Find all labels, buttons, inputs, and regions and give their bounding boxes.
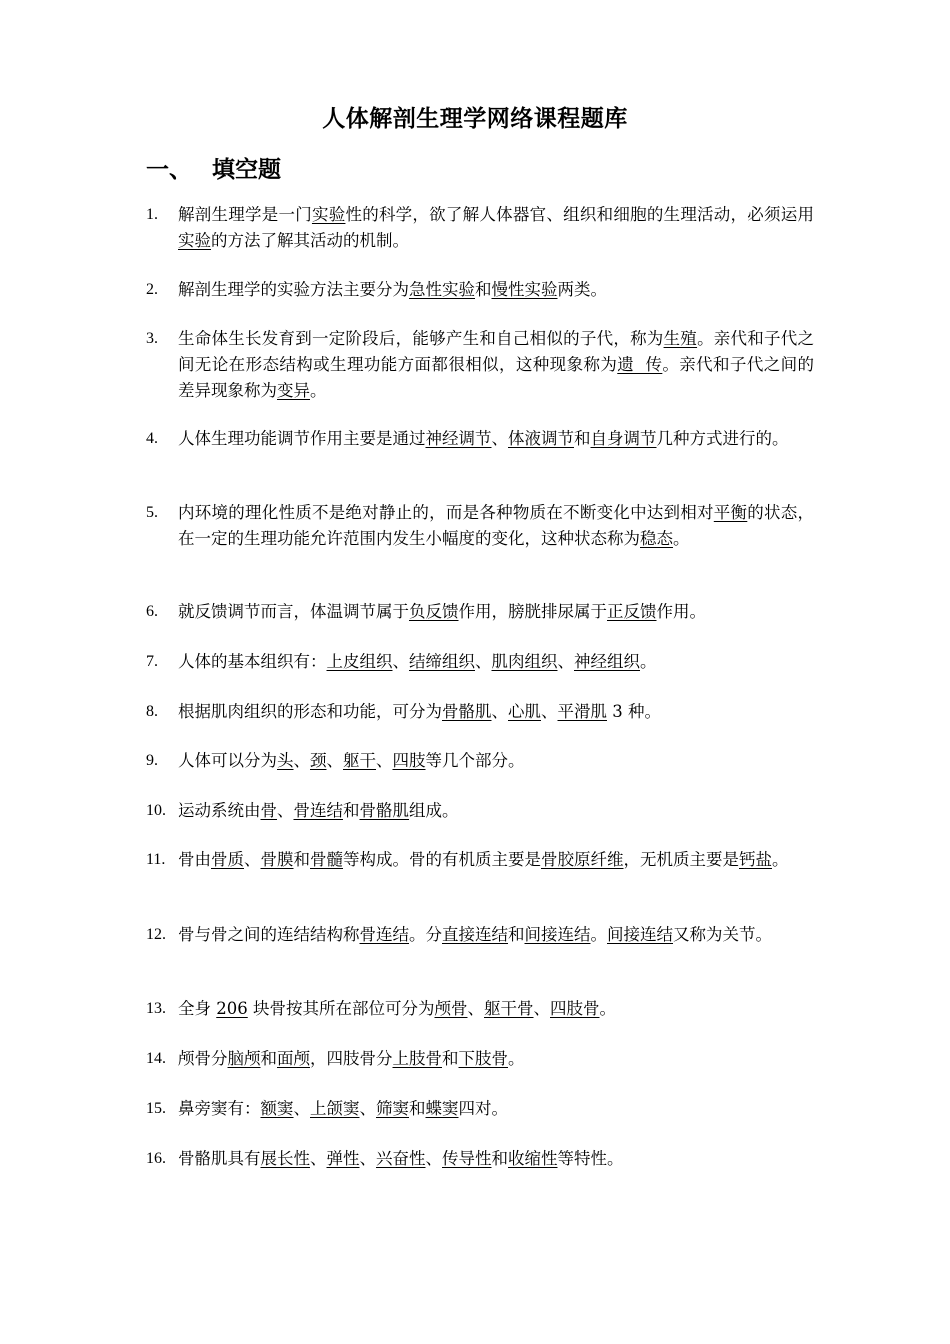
question-fragment: 、 — [392, 652, 409, 671]
question-fragment: 和 — [293, 850, 310, 869]
question-number: 4. — [146, 430, 158, 447]
question-number: 14. — [146, 1050, 166, 1067]
question-item — [146, 748, 814, 774]
question-fragment: 鼻旁窦有： — [178, 1099, 261, 1118]
answer-blank: 收缩性 — [508, 1149, 558, 1168]
answer-blank: 神经组织 — [574, 652, 640, 671]
answer-blank: 间接连结 — [607, 925, 673, 944]
question-fragment: 几种方式进行的。 — [656, 429, 789, 448]
question-fragment: 组成。 — [409, 801, 459, 820]
question-number: 16. — [146, 1150, 166, 1167]
answer-blank: 骨胶原纤维 — [541, 850, 624, 869]
question-fragment: 、 — [491, 702, 508, 721]
question-fragment: 骨骼肌具有 — [178, 1149, 261, 1168]
question-fragment: 。 — [310, 381, 327, 400]
section-label: 填空题 — [212, 156, 281, 183]
answer-blank: 心肌 — [508, 702, 541, 721]
answer-blank: 平衡 — [713, 503, 748, 522]
section-number: 一、 — [146, 156, 192, 183]
question-fragment: 和 — [574, 429, 591, 448]
question-text — [178, 326, 814, 404]
question-item — [146, 202, 814, 254]
answer-blank: 骨骼肌 — [359, 801, 409, 820]
question-fragment: 。 — [772, 850, 789, 869]
answer-blank: 躯干 — [343, 751, 376, 770]
answer-blank: 兴奋性 — [376, 1149, 426, 1168]
question-text — [178, 599, 814, 625]
question-fragment: 、 — [293, 751, 310, 770]
answer-blank: 206 — [216, 999, 248, 1018]
question-fragment: 人体的基本组织有： — [178, 652, 327, 671]
answer-blank: 面颅 — [277, 1049, 310, 1068]
question-fragment: 、 — [533, 999, 550, 1018]
question-fragment: 和 — [475, 280, 492, 299]
question-fragment: 全身 — [178, 999, 217, 1018]
answer-blank: 实验 — [311, 205, 346, 224]
answer-blank: 骨骼肌 — [442, 702, 492, 721]
question-item — [146, 1096, 814, 1122]
answer-blank: 脑颅 — [227, 1049, 261, 1068]
question-fragment: 。亲代和子代之间无论在形态结构或生理功能方面都很相似，这种现象称为 — [178, 329, 815, 374]
question-fragment: 。分 — [409, 925, 442, 944]
question-fragment: 作用，膀胱排尿属于 — [458, 602, 607, 621]
question-item — [146, 599, 814, 625]
question-text — [178, 699, 814, 725]
answer-blank: 四肢骨 — [550, 999, 600, 1018]
question-fragment: 、 — [326, 751, 343, 770]
question-fragment: 就反馈调节而言，体温调节属于 — [178, 602, 409, 621]
answer-blank: 生殖 — [663, 329, 698, 348]
question-fragment: 的方法了解其活动的机制。 — [211, 231, 409, 250]
question-item — [146, 426, 814, 452]
answer-blank: 实验 — [178, 231, 211, 250]
question-fragment: 、 — [475, 652, 492, 671]
question-item — [146, 649, 814, 675]
answer-blank: 下肢骨 — [458, 1049, 508, 1068]
question-fragment: 作用。 — [656, 602, 706, 621]
answer-blank: 慢性实验 — [491, 280, 558, 299]
question-number: 2. — [146, 281, 158, 298]
answer-blank: 额窦 — [260, 1099, 294, 1118]
question-item — [146, 500, 814, 552]
answer-blank: 骨 — [260, 801, 277, 820]
question-item — [146, 847, 814, 873]
question-fragment: 。 — [673, 529, 690, 548]
question-text — [178, 847, 814, 873]
question-fragment: 运动系统由 — [178, 801, 261, 820]
question-fragment: 和 — [491, 1149, 508, 1168]
answer-blank: 遗 传 — [617, 355, 663, 374]
question-fragment: 。 — [508, 1049, 525, 1068]
question-item — [146, 1146, 814, 1172]
question-fragment: 和 — [260, 1049, 277, 1068]
question-fragment: 、 — [425, 1149, 442, 1168]
question-text — [178, 649, 814, 675]
answer-blank: 自身调节 — [590, 429, 657, 448]
question-text — [178, 1096, 814, 1122]
answer-blank: 颅骨 — [434, 999, 468, 1018]
question-fragment: 、 — [376, 751, 393, 770]
question-fragment: 骨与骨之间的连结结构称 — [178, 925, 360, 944]
answer-blank: 四肢 — [392, 751, 426, 770]
question-fragment: 根据肌肉组织的形态和功能，可分为 — [178, 702, 442, 721]
question-fragment: 、 — [244, 850, 261, 869]
answer-blank: 上颌窦 — [310, 1099, 360, 1118]
question-fragment: 两类。 — [557, 280, 607, 299]
question-text — [178, 1046, 814, 1072]
page-title: 人体解剖生理学网络课程题库 — [322, 105, 628, 132]
question-item — [146, 798, 814, 824]
question-number: 12. — [146, 926, 166, 943]
question-fragment: 和 — [343, 801, 360, 820]
question-text — [178, 500, 814, 552]
answer-blank: 骨髓 — [310, 850, 343, 869]
answer-blank: 骨膜 — [260, 850, 294, 869]
question-fragment: 、 — [359, 1099, 376, 1118]
answer-blank: 骨质 — [211, 850, 244, 869]
question-text — [178, 202, 814, 254]
question-text — [178, 426, 814, 452]
question-fragment: 、 — [310, 1149, 327, 1168]
question-number: 9. — [146, 752, 158, 769]
answer-blank: 稳态 — [640, 529, 673, 548]
answer-blank: 弹性 — [326, 1149, 360, 1168]
answer-blank: 直接连结 — [442, 925, 508, 944]
question-fragment: 颅骨分 — [178, 1049, 228, 1068]
answer-blank: 上肢骨 — [392, 1049, 442, 1068]
question-fragment: 解剖生理学是一门 — [178, 205, 312, 224]
question-fragment: 性的科学，欲了解人体器官、组织和细胞的生理活动，必须运用 — [345, 205, 815, 224]
answer-blank: 骨连结 — [359, 925, 409, 944]
question-fragment: 、 — [491, 429, 508, 448]
question-fragment: 等几个部分。 — [425, 751, 525, 770]
question-number: 10. — [146, 802, 166, 819]
answer-blank: 钙盐 — [739, 850, 772, 869]
question-fragment: ，无机质主要是 — [623, 850, 739, 869]
answer-blank: 传导性 — [442, 1149, 492, 1168]
question-fragment: 。亲代和子代之间的差异现象称为 — [178, 355, 815, 400]
question-fragment: 和 — [442, 1049, 459, 1068]
question-fragment: 人体可以分为 — [178, 751, 277, 770]
question-fragment: ，四肢骨分 — [310, 1049, 393, 1068]
question-number: 1. — [146, 206, 158, 223]
question-item — [146, 326, 814, 404]
answer-blank: 颈 — [310, 751, 327, 770]
answer-blank: 头 — [277, 751, 294, 770]
question-fragment: 解剖生理学的实验方法主要分为 — [178, 280, 409, 299]
question-item — [146, 1046, 814, 1072]
question-number: 11. — [146, 851, 166, 868]
answer-blank: 结缔组织 — [409, 652, 475, 671]
question-text — [178, 277, 814, 303]
question-fragment: 、 — [359, 1149, 376, 1168]
answer-blank: 筛窦 — [376, 1099, 409, 1118]
answer-blank: 肌肉组织 — [491, 652, 558, 671]
question-fragment: 块骨按其所在部位可分为 — [247, 999, 435, 1018]
question-number: 15. — [146, 1100, 166, 1117]
question-fragment: 四对。 — [458, 1099, 508, 1118]
answer-blank: 变异 — [277, 381, 310, 400]
question-fragment: 生命体生长发育到一定阶段后，能够产生和自己相似的子代，称为 — [178, 329, 664, 348]
answer-blank: 上皮组织 — [326, 652, 393, 671]
question-item — [146, 277, 814, 303]
question-fragment: 3 种。 — [607, 702, 661, 721]
question-text — [178, 996, 814, 1022]
question-text — [178, 748, 814, 774]
section-heading — [146, 151, 281, 184]
question-number: 7. — [146, 653, 158, 670]
question-fragment: 、 — [277, 801, 294, 820]
answer-blank: 负反馈 — [409, 602, 459, 621]
answer-blank: 体液调节 — [508, 429, 574, 448]
answer-blank: 躯干骨 — [484, 999, 534, 1018]
question-fragment: 。 — [640, 652, 657, 671]
question-number: 8. — [146, 703, 158, 720]
answer-blank: 骨连结 — [293, 801, 343, 820]
question-item — [146, 699, 814, 725]
question-fragment: 又称为关节。 — [673, 925, 772, 944]
question-number: 6. — [146, 603, 158, 620]
question-fragment: 。 — [590, 925, 607, 944]
question-fragment: 、 — [557, 652, 574, 671]
question-fragment: 内环境的理化性质不是绝对静止的，而是各种物质在不断变化中达到相对 — [178, 503, 714, 522]
question-text — [178, 798, 814, 824]
question-number: 3. — [146, 330, 158, 347]
question-fragment: 、 — [541, 702, 558, 721]
answer-blank: 急性实验 — [409, 280, 475, 299]
question-number: 13. — [146, 1000, 166, 1017]
answer-blank: 蝶窦 — [425, 1099, 459, 1118]
question-item — [146, 996, 814, 1022]
answer-blank: 间接连结 — [524, 925, 591, 944]
question-fragment: 等特性。 — [557, 1149, 624, 1168]
question-item — [146, 922, 814, 948]
question-fragment: 等构成。骨的有机质主要是 — [343, 850, 541, 869]
question-fragment: 人体生理功能调节作用主要是通过 — [178, 429, 426, 448]
question-text — [178, 1146, 814, 1172]
question-fragment: 的状态，在一定的生理功能允许范围内发生小幅度的变化，这种状态称为 — [178, 503, 815, 548]
question-fragment: 、 — [293, 1099, 310, 1118]
question-fragment: 和 — [409, 1099, 426, 1118]
answer-blank: 神经调节 — [425, 429, 492, 448]
answer-blank: 平滑肌 — [557, 702, 607, 721]
question-fragment: 。 — [599, 999, 616, 1018]
question-number: 5. — [146, 504, 158, 521]
question-text — [178, 922, 814, 948]
question-fragment: 、 — [467, 999, 484, 1018]
answer-blank: 正反馈 — [607, 602, 657, 621]
question-fragment: 和 — [508, 925, 525, 944]
question-fragment: 骨由 — [178, 850, 211, 869]
answer-blank: 展长性 — [260, 1149, 310, 1168]
